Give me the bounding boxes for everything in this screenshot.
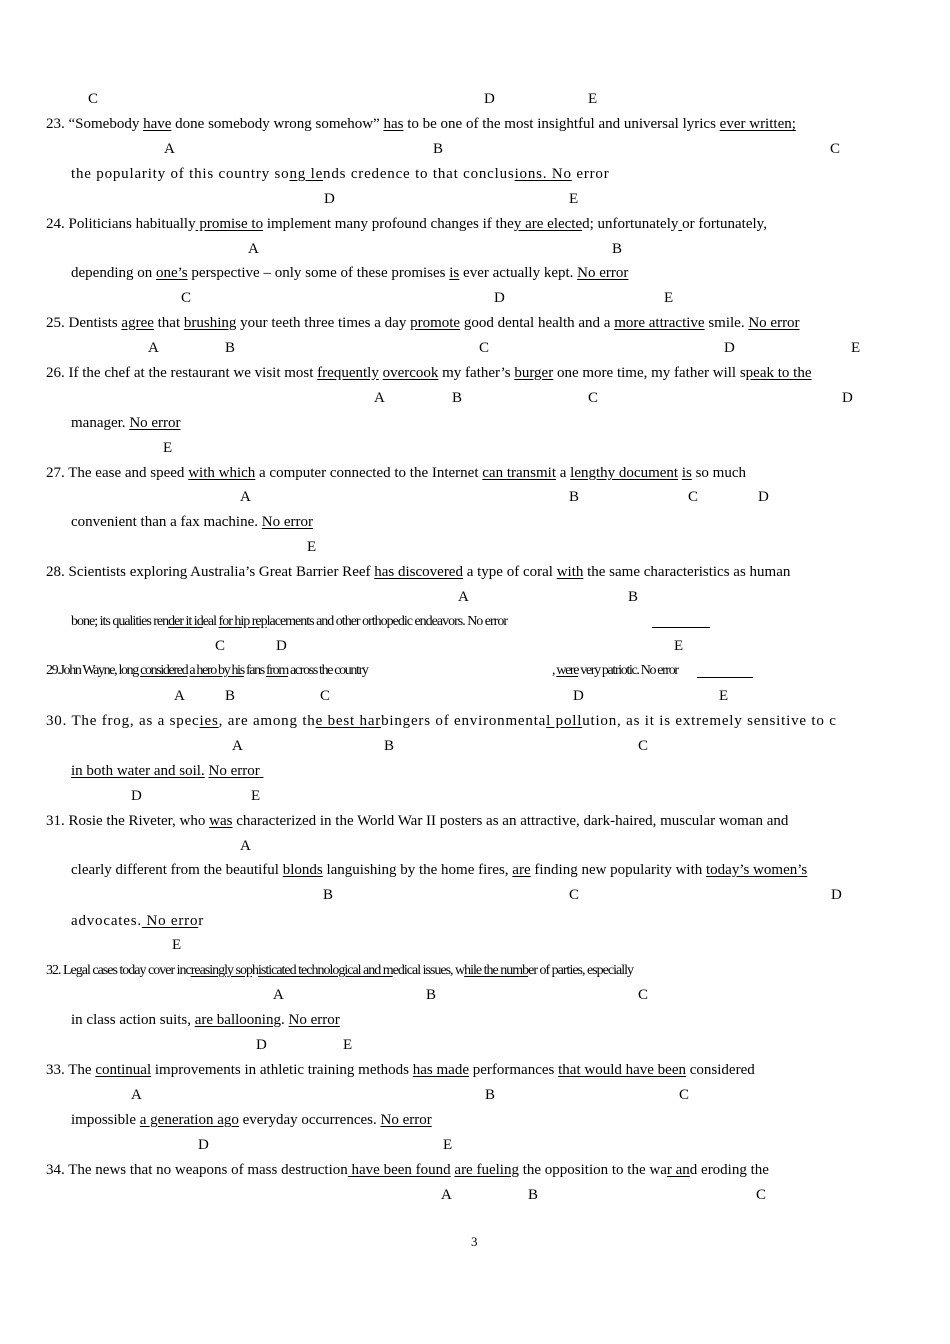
answer-letter: D — [724, 340, 735, 356]
answer-letter: C — [756, 1187, 767, 1203]
answer-letter: B — [433, 141, 444, 157]
answer-letter: E — [343, 1037, 353, 1053]
question-33-line-2: impossible a generation ago everyday occurrences. No error — [71, 1112, 432, 1128]
answer-letter: D — [256, 1037, 267, 1053]
answer-letter: B — [528, 1187, 539, 1203]
answer-letter: D — [484, 91, 495, 107]
answer-letter: E — [719, 688, 729, 704]
answer-letter: D — [198, 1137, 209, 1153]
question-29-line-1: 29.John Wayne, long considered a hero by his fans from across the country — [46, 663, 368, 678]
answer-letter: D — [758, 489, 769, 505]
question-27-line-1: 27. The ease and speed with which a computer connected to the Internet can transmit a lengthy document is so much — [46, 465, 747, 481]
answer-blank — [697, 677, 753, 678]
question-26-line-2: manager. No error — [71, 415, 181, 431]
answer-letter: C — [215, 638, 226, 654]
question-32-line-1: 32. Legal cases today cover increasingly sophisticated technological and medical issues, while the number of parties, especially — [46, 963, 633, 978]
answer-letter: C — [638, 987, 649, 1003]
question-28-line-1: 28. Scientists exploring Australia’s Great Barrier Reef has discovered a type of coral with the same characteristics as human — [46, 564, 791, 580]
answer-letter: D — [324, 191, 335, 207]
answer-letter: E — [851, 340, 861, 356]
question-24-line-2: depending on one’s perspective – only some of these promises is ever actually kept. No error — [71, 265, 629, 281]
answer-letter: C — [320, 688, 331, 704]
answer-letter: E — [307, 539, 317, 555]
answer-letter: C — [569, 887, 580, 903]
answer-letter: A — [164, 141, 175, 157]
answer-letter: B — [225, 688, 236, 704]
question-29-line-1-end: , were very patriotic. No error — [552, 663, 678, 678]
answer-letter: A — [240, 838, 251, 854]
answer-letter: E — [588, 91, 598, 107]
answer-letter: C — [88, 91, 99, 107]
question-31-line-3: advocates. No error — [71, 913, 205, 929]
question-23-line-2: the popularity of this country song lends credence to that conclusions. No error — [71, 166, 610, 182]
answer-letter: E — [664, 290, 674, 306]
question-33-line-1: 33. The continual improvements in athletic training methods has made performances that would have been considered — [46, 1062, 755, 1078]
question-31-line-2: clearly different from the beautiful blonds languishing by the home fires, are finding new popularity with today’s women’s — [71, 862, 808, 878]
answer-letter: C — [479, 340, 490, 356]
question-27-line-2: convenient than a fax machine. No error — [71, 514, 313, 530]
answer-letter: E — [674, 638, 684, 654]
answer-blank — [652, 627, 710, 628]
question-25-line-1: 25. Dentists agree that brushing your teeth three times a day promote good dental health and a more attractive smile. No error — [46, 315, 800, 331]
answer-letter: A — [273, 987, 284, 1003]
answer-letter: C — [638, 738, 649, 754]
answer-letter: B — [323, 887, 334, 903]
answer-letter: B — [612, 241, 623, 257]
answer-letter: B — [569, 489, 580, 505]
question-32-line-2: in class action suits, are ballooning. No error — [71, 1012, 340, 1028]
answer-letter: A — [174, 688, 185, 704]
answer-letter: D — [831, 887, 842, 903]
answer-letter: E — [251, 788, 261, 804]
answer-letter: A — [248, 241, 259, 257]
answer-letter: B — [628, 589, 639, 605]
page-number: 3 — [471, 1234, 478, 1249]
answer-letter: C — [688, 489, 699, 505]
question-26-line-1: 26. If the chef at the restaurant we visit most frequently overcook my father’s burger one more time, my father will speak to the — [46, 365, 812, 381]
answer-letter: B — [452, 390, 463, 406]
question-28-line-2: bone; its qualities render it ideal for hip replacements and other orthopedic endeavors. No error — [71, 614, 508, 629]
answer-letter: C — [679, 1087, 690, 1103]
answer-letter: D — [842, 390, 853, 406]
question-31-line-1: 31. Rosie the Riveter, who was characterized in the World War II posters as an attractive, dark-haired, muscular woman and — [46, 813, 789, 829]
answer-letter: D — [573, 688, 584, 704]
answer-letter: A — [441, 1187, 452, 1203]
answer-letter: A — [148, 340, 159, 356]
question-34-line-1: 34. The news that no weapons of mass destruction have been found are fueling the opposition to the war and eroding the — [46, 1162, 769, 1178]
answer-letter: E — [163, 440, 173, 456]
answer-letter: A — [240, 489, 251, 505]
answer-letter: B — [426, 987, 437, 1003]
answer-letter: C — [588, 390, 599, 406]
question-30-line-1: 30. The frog, as a species, are among the best harbingers of environmental pollution, as it is extremely sensitive to c — [46, 713, 837, 729]
question-30-line-2: in both water and soil. No error — [71, 763, 260, 779]
answer-letter: C — [181, 290, 192, 306]
question-23-line-1: 23. “Somebody have done somebody wrong somehow” has to be one of the most insightful and universal lyrics ever written; — [46, 116, 796, 132]
answer-letter: B — [225, 340, 236, 356]
answer-letter: A — [374, 390, 385, 406]
answer-letter: B — [485, 1087, 496, 1103]
answer-letter: A — [131, 1087, 142, 1103]
answer-letter: E — [569, 191, 579, 207]
answer-letter: E — [172, 937, 182, 953]
answer-letter: E — [443, 1137, 453, 1153]
answer-letter: B — [384, 738, 395, 754]
question-24-line-1: 24. Politicians habitually promise to implement many profound changes if they are elected; unfortunately or fortunately, — [46, 216, 767, 232]
answer-letter: C — [830, 141, 841, 157]
answer-letter: D — [131, 788, 142, 804]
answer-letter: A — [232, 738, 243, 754]
answer-letter: D — [494, 290, 505, 306]
answer-letter: A — [458, 589, 469, 605]
answer-letter: D — [276, 638, 287, 654]
